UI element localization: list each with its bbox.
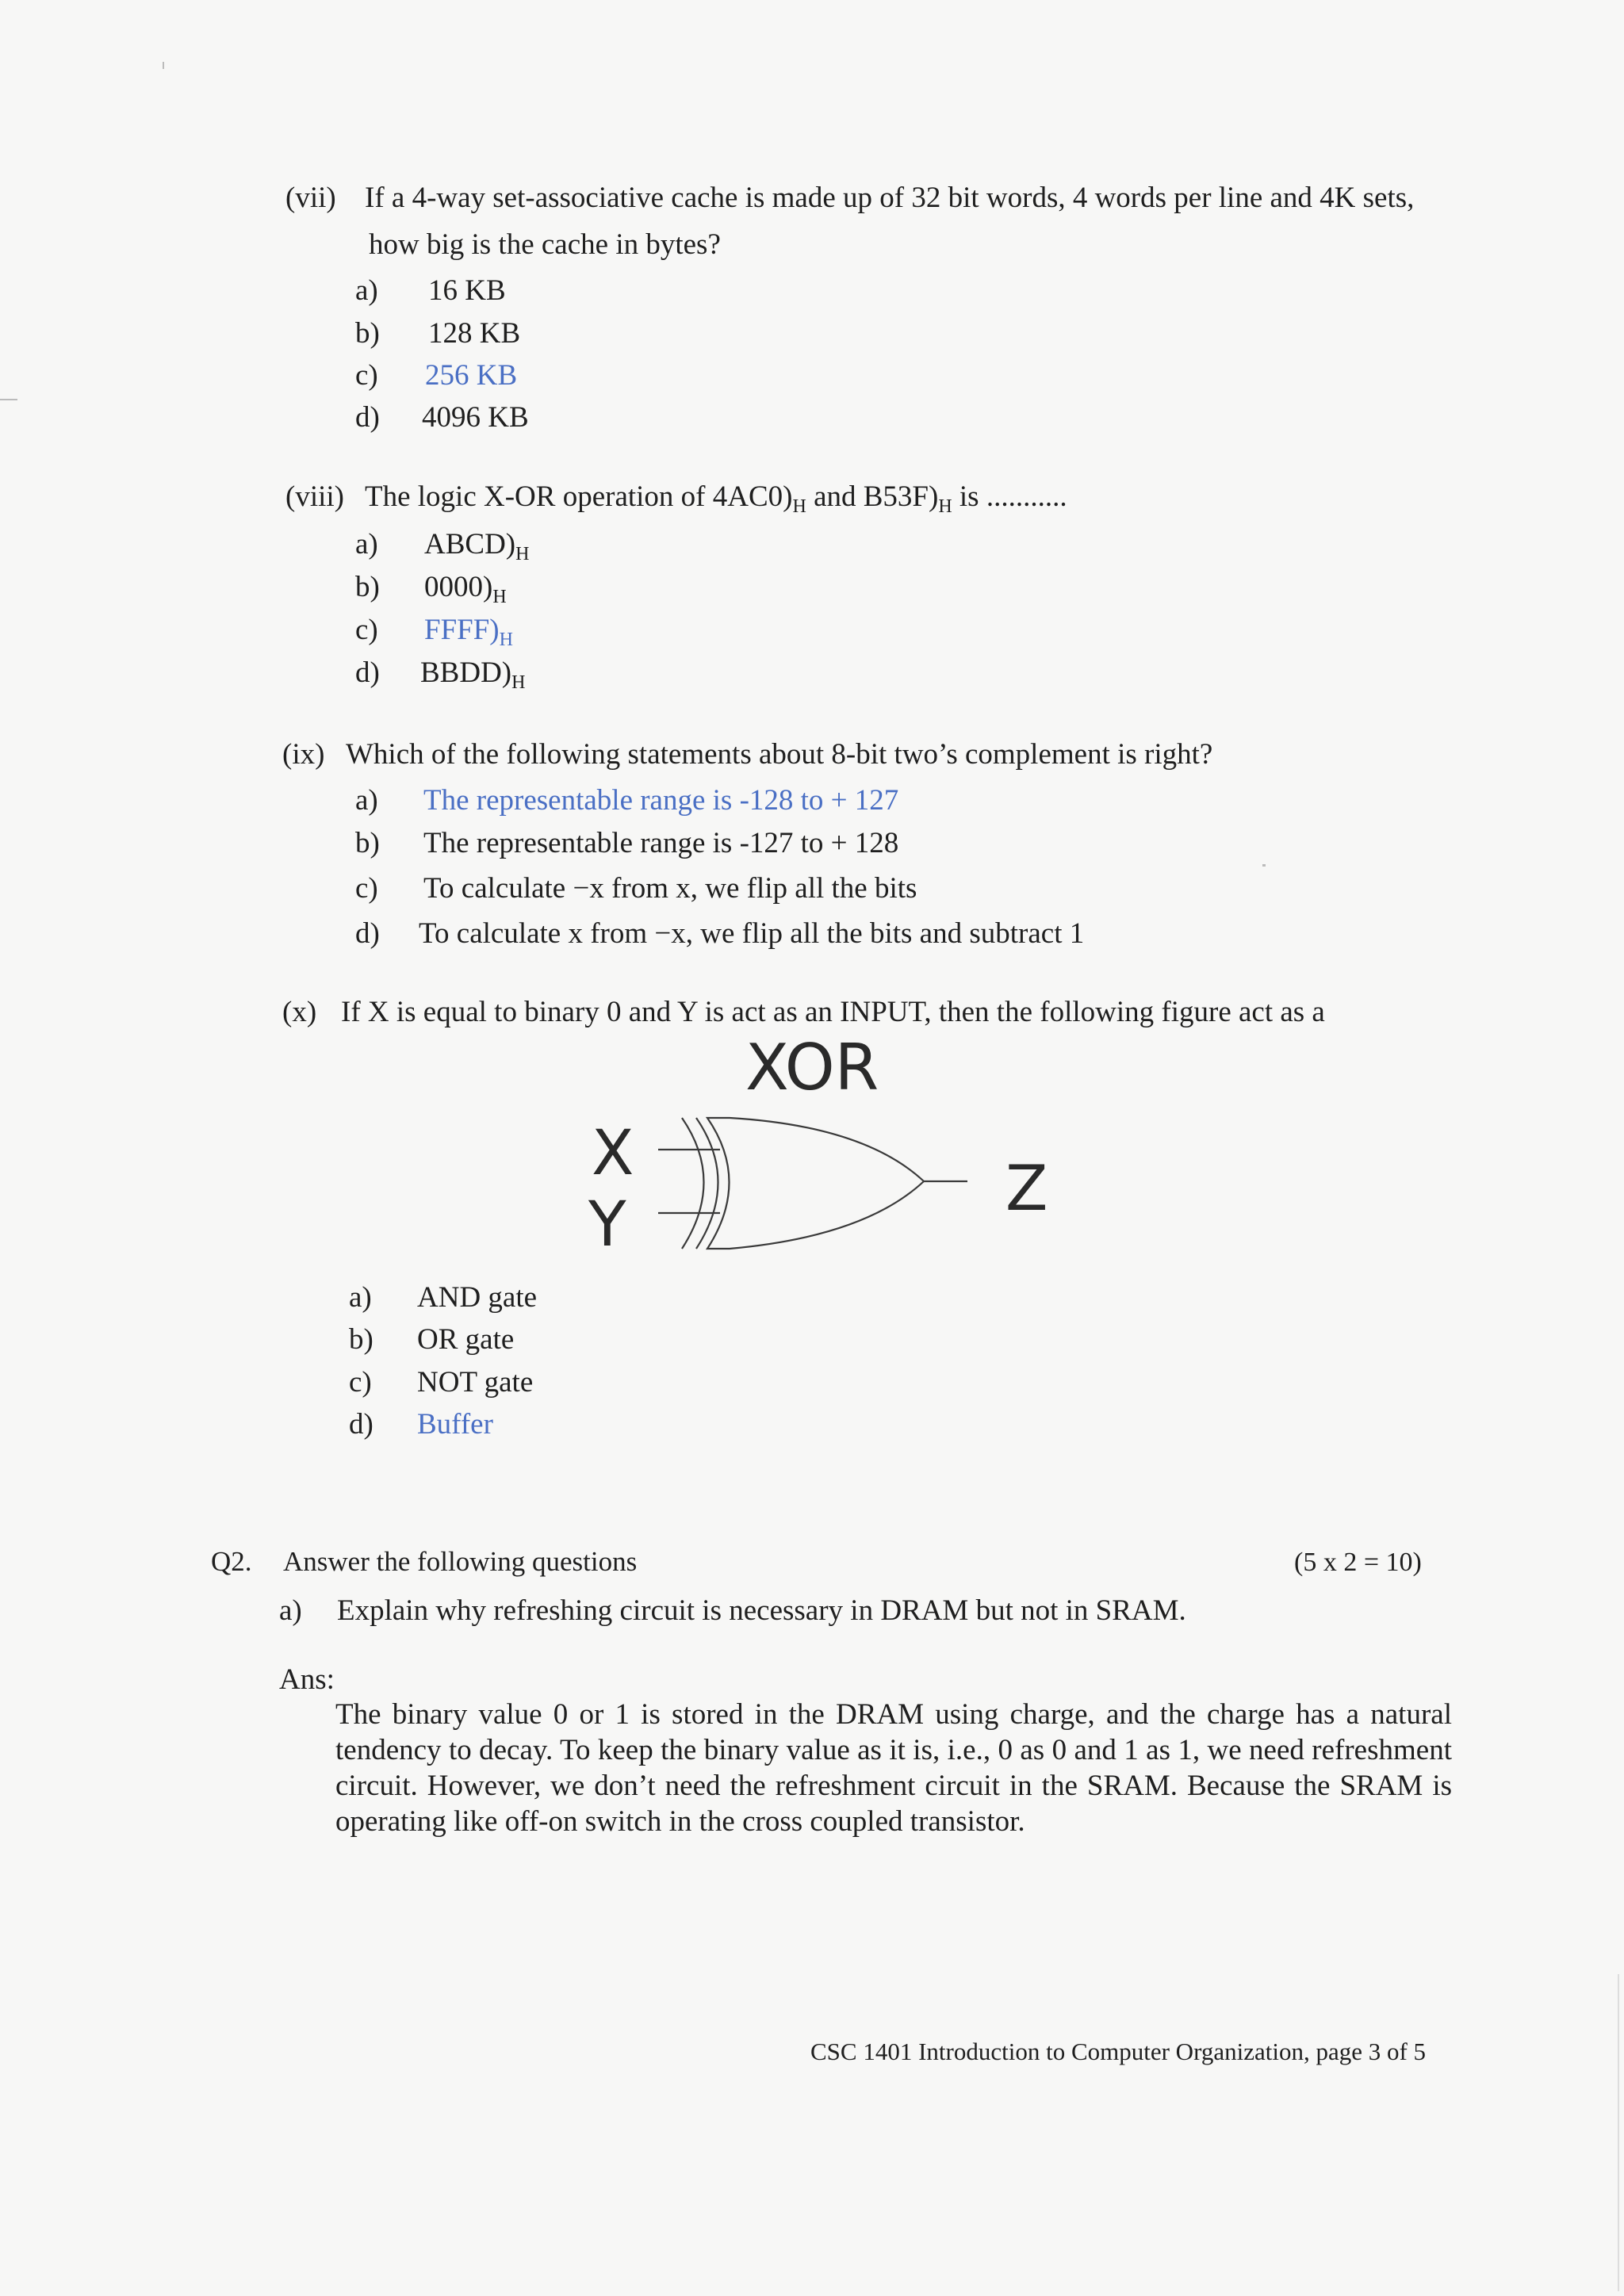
input-y-label: Y [588,1189,626,1261]
question-text: If a 4-way set-associative cache is made up of 32 bit words, 4 words per line and 4K sets, [365,182,1415,214]
option-label: a) [355,784,378,817]
option-label: b) [349,1323,373,1356]
correct-option-text: Buffer [417,1408,493,1441]
correct-option-text: The representable range is -128 to + 127 [423,784,899,817]
answer-paragraph: The binary value 0 or 1 is stored in the DRAM using charge, and the charge has a natural tendency to decay. To keep the binary value as it is, i.e., 0 as 0 and 1 as 1, we need refreshment circuit. However, we don’t need the refreshment circuit in the SRAM. Because the SRAM is operating like off-on switch in the cross coupled transistor. [335,1698,1452,1838]
scan-edge-mark [0,399,17,400]
option-label: d) [355,917,380,950]
page-footer: CSC 1401 Introduction to Computer Organization, page 3 of 5 [810,2038,1427,2065]
section-heading: Answer the following questions [283,1546,638,1577]
option-label: b) [355,571,380,603]
option-text: 16 KB [428,274,506,307]
part-label: a) [279,1594,302,1627]
option-text: OR gate [417,1323,515,1356]
scan-speck [163,62,164,69]
option-text: $BBDD)_H$ [420,656,526,693]
question-text: If X is equal to binary 0 and Y is act as an INPUT, then the following figure act as a [341,996,1325,1028]
question-number: (viii) [285,480,344,513]
option-label: d) [349,1408,373,1441]
option-text: AND gate [417,1281,538,1314]
question-text-part: The logic X-OR operation of 4AC0) [365,480,793,513]
answer-label: Ans: [279,1663,335,1696]
hex-subscript: H [938,496,952,517]
question-text-part: and B53F) [806,480,939,513]
question-number: (x) [282,996,317,1028]
scan-speck [1262,864,1266,867]
option-label: a) [349,1281,372,1314]
option-text: $ABCD)_H$ [424,528,530,564]
option-text: 4096 KB [422,401,529,434]
question-number: Q2. [211,1546,252,1577]
correct-option-text: 256 KB [425,359,518,392]
xor-gate-symbol [650,1102,983,1261]
correct-option-text: $FFFF)_H$ [424,614,513,650]
option-text: $0000)_H$ [424,571,507,607]
question-text: Which of the following statements about 8-bit two’s complement is right? [346,738,1213,771]
option-text: The representable range is -127 to + 128 [423,827,899,859]
question-text-part: is ........... [952,480,1067,513]
option-text: To calculate x from −x, we flip all the bits and subtract 1 [419,917,1085,950]
option-label: c) [355,872,378,905]
option-label: b) [355,317,380,350]
option-label: c) [349,1366,372,1399]
option-label: b) [355,827,380,859]
option-text: To calculate −x from x, we flip all the bits [423,872,917,905]
part-question-text: Explain why refreshing circuit is necessary in DRAM but not in SRAM. [337,1594,1186,1627]
option-label: d) [355,401,380,434]
option-label: a) [355,528,378,561]
option-label: c) [355,614,378,646]
option-label: c) [355,359,378,392]
input-x-label: X [592,1118,634,1189]
option-label: a) [355,274,378,307]
marks-allocation: (5 x 2 = 10) [1294,1548,1422,1577]
hex-subscript: H [792,496,806,517]
output-z-label: Z [1005,1154,1048,1225]
option-text: NOT gate [417,1366,534,1399]
question-text-continued: how big is the cache in bytes? [369,228,721,261]
scan-edge-line [1618,1974,1619,2291]
figure-title: XOR [745,1031,879,1104]
question-number: (vii) [285,182,336,214]
question-number: (ix) [282,738,325,771]
question-text [365,480,1067,524]
option-label: d) [355,656,380,689]
option-text: 128 KB [428,317,521,350]
